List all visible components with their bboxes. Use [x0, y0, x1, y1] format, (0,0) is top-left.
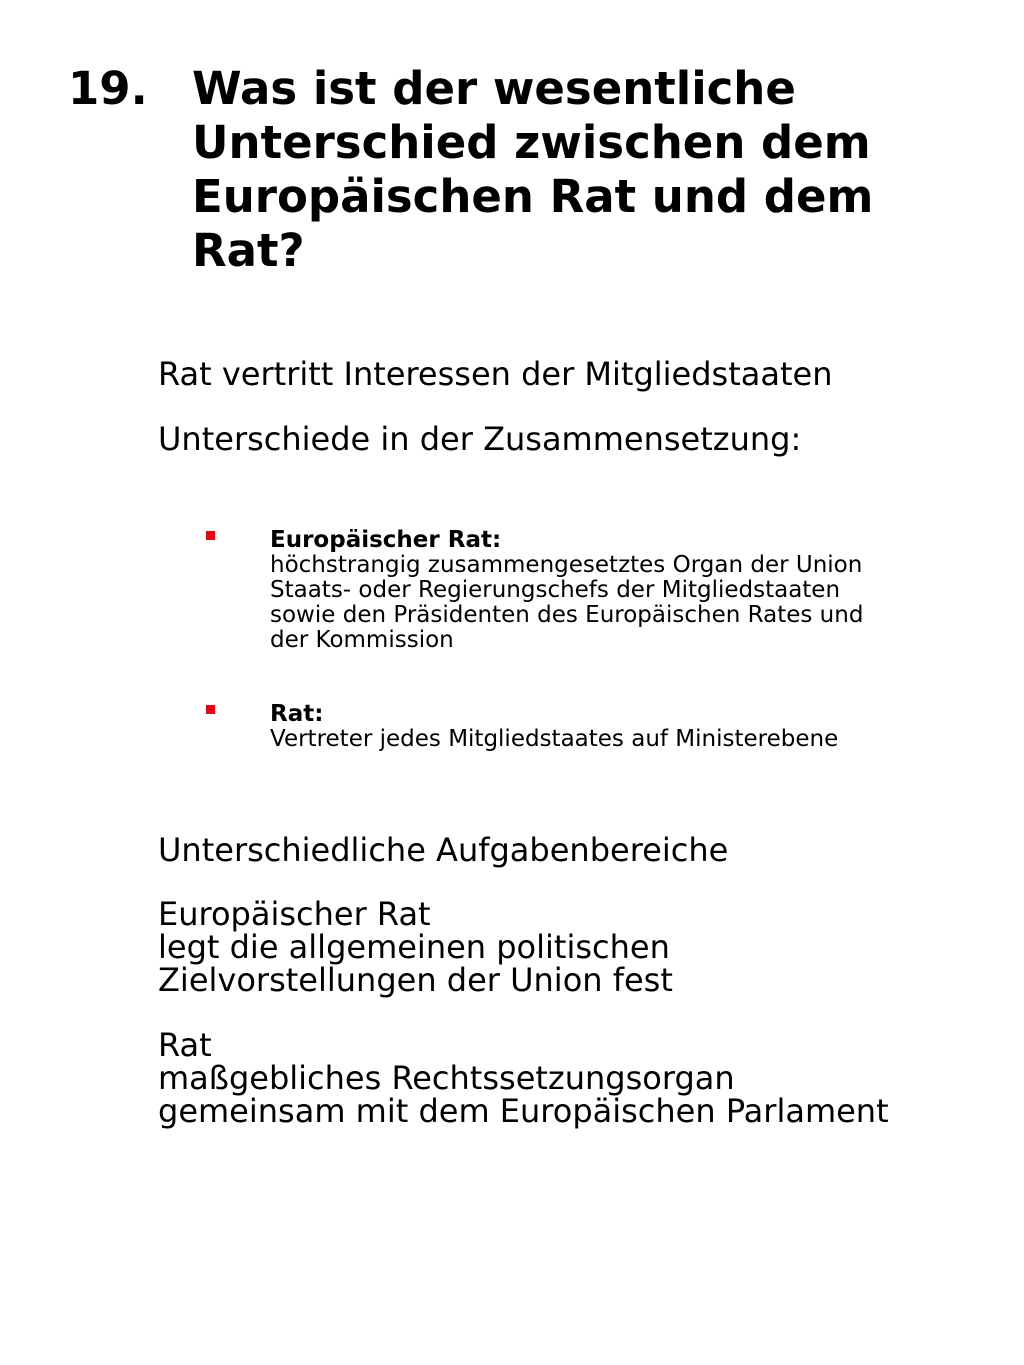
question-title — [192, 62, 962, 278]
question-number: 19. — [68, 62, 148, 115]
intro-statement: Rat vertritt Interessen der Mitgliedstaaten — [158, 355, 833, 393]
bullet-heading: Rat: — [270, 701, 324, 727]
bullet-european-council — [270, 528, 990, 653]
tasks-line: Zielvorstellungen der Union fest — [158, 961, 673, 999]
bullet-heading: Europäischer Rat: — [270, 527, 502, 553]
tasks-line: maßgebliches Rechtssetzungsorgan — [158, 1059, 735, 1097]
bullet-line: Staats- oder Regierungschefs der Mitgliedstaaten — [270, 577, 841, 603]
tasks-line: Rat — [158, 1026, 212, 1064]
question-title-line: Europäischen Rat und dem — [192, 170, 874, 223]
intro-subheading: Unterschiede in der Zusammensetzung: — [158, 420, 802, 458]
tasks-line: Europäischer Rat — [158, 895, 431, 933]
tasks-line: legt die allgemeinen politischen — [158, 928, 670, 966]
question-title-line: Rat? — [192, 224, 305, 277]
bullet-council — [270, 702, 990, 752]
tasks-heading: Unterschiedliche Aufgabenbereiche — [158, 831, 729, 869]
tasks-european-council — [158, 895, 673, 999]
bullet-line: Vertreter jedes Mitgliedstaates auf Ministerebene — [270, 726, 839, 752]
square-bullet-icon — [206, 531, 215, 540]
tasks-council — [158, 1026, 889, 1130]
bullet-line: höchstrangig zusammengesetztes Organ der Union — [270, 552, 863, 578]
question-title-line: Was ist der wesentliche — [192, 62, 796, 115]
bullet-line: sowie den Präsidenten des Europäischen Rates und — [270, 602, 864, 628]
square-bullet-icon — [206, 705, 215, 714]
bullet-line: der Kommission — [270, 627, 454, 653]
tasks-line: gemeinsam mit dem Europäischen Parlament — [158, 1092, 889, 1130]
question-title-line: Unterschied zwischen dem — [192, 116, 871, 169]
